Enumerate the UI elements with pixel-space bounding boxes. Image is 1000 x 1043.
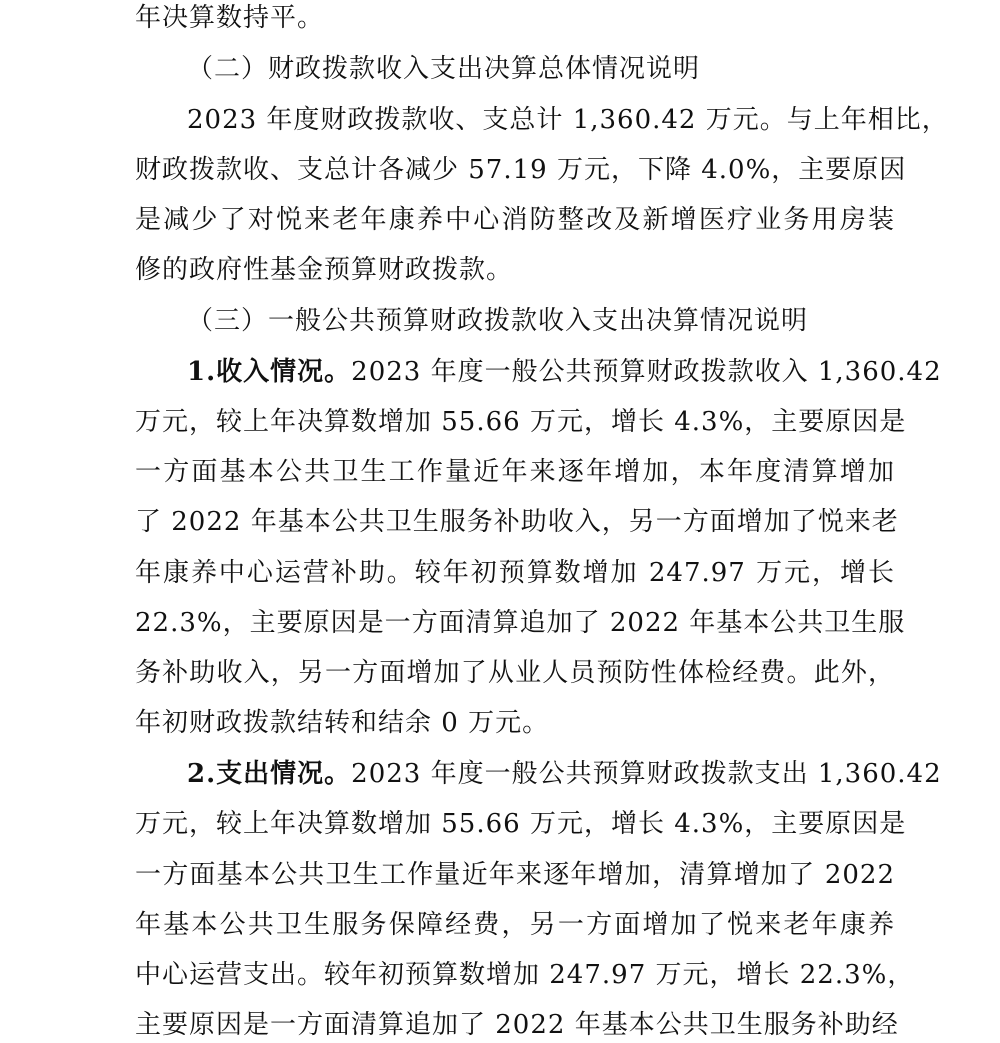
text-line: 一方面基本公共卫生工作量近年来逐年增加，本年度清算增加 — [135, 457, 895, 487]
text-line: 万元，较上年决算数增加 55.66 万元，增长 4.3%，主要原因是 — [135, 407, 907, 437]
section-heading: （三）一般公共预算财政拨款收入支出决算情况说明 — [187, 306, 809, 336]
text-line: 修的政府性基金预算财政拨款。 — [135, 255, 514, 285]
text-line: 是减少了对悦来老年康养中心消防整改及新增医疗业务用房装 — [135, 205, 895, 235]
text-line: 万元，较上年决算数增加 55.66 万元，增长 4.3%，主要原因是 — [135, 809, 907, 839]
text-line: 2023 年度财政拨款收、支总计 1,360.42 万元。与上年相比， — [187, 105, 949, 135]
paragraph-lead — [187, 754, 942, 794]
section-heading: （二）财政拨款收入支出决算总体情况说明 — [187, 54, 701, 84]
text-line: 中心运营支出。较年初预算数增加 247.97 万元，增长 22.3%， — [135, 960, 915, 990]
text-line: 年初财政拨款结转和结余 0 万元。 — [135, 708, 550, 738]
text-line: 主要原因是一方面清算追加了 2022 年基本公共卫生服务补助经 — [135, 1010, 899, 1040]
paragraph-lead-text: 2023 年度一般公共预算财政拨款支出 1,360.42 — [351, 759, 942, 789]
paragraph-lead — [187, 352, 942, 392]
paragraph-lead-bold: 1.收入情况。 — [187, 357, 352, 387]
paragraph-lead-bold: 2.支出情况。 — [187, 759, 352, 789]
text-line: 22.3%，主要原因是一方面清算追加了 2022 年基本公共卫生服 — [135, 608, 906, 638]
paragraph-lead-text: 2023 年度一般公共预算财政拨款收入 1,360.42 — [351, 357, 942, 387]
text-line: 财政拨款收、支总计各减少 57.19 万元，下降 4.0%，主要原因 — [135, 155, 907, 185]
text-line: 年康养中心运营补助。较年初预算数增加 247.97 万元，增长 — [135, 558, 895, 588]
text-line: 年决算数持平。 — [135, 3, 325, 33]
text-line: 一方面基本公共卫生工作量近年来逐年增加，清算增加了 2022 — [135, 860, 895, 890]
text-line: 年基本公共卫生服务保障经费，另一方面增加了悦来老年康养 — [135, 910, 895, 940]
text-line: 务补助收入，另一方面增加了从业人员预防性体检经费。此外， — [135, 658, 895, 688]
text-line: 了 2022 年基本公共卫生服务补助收入，另一方面增加了悦来老 — [135, 507, 899, 537]
